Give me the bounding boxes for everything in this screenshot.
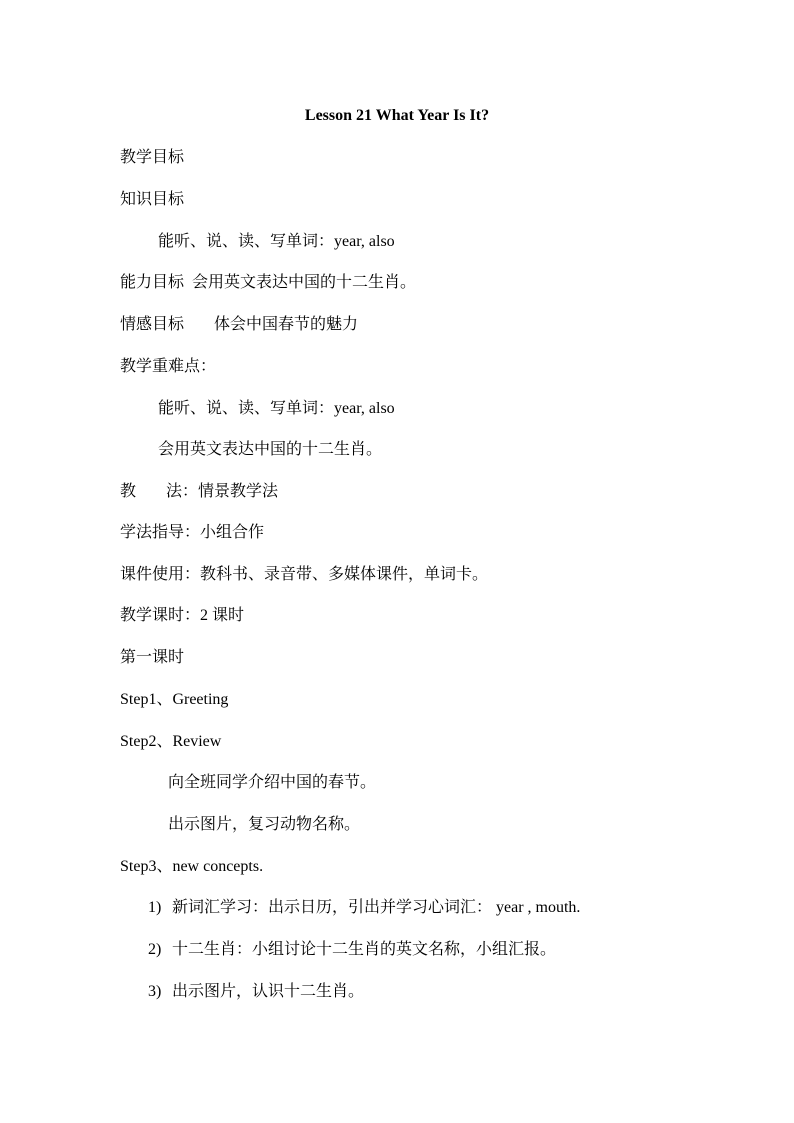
- objectives-heading: 教学目标: [120, 149, 185, 166]
- teaching-method: [120, 482, 278, 502]
- step2-item-1: 向全班同学介绍中国的春节。: [168, 774, 377, 791]
- ability-label: 能力目标: [120, 274, 185, 291]
- first-period-heading: 第一课时: [120, 649, 185, 666]
- step3-item-1-number: 1): [148, 899, 162, 916]
- step3-item-2: [148, 940, 556, 960]
- step3-heading: Step3、new concepts.: [120, 858, 264, 875]
- knowledge-text: 能听、说、读、写单词：year, also: [158, 233, 395, 250]
- step3-item-3: [148, 982, 364, 1002]
- key-points-heading: 教学重难点：: [120, 358, 217, 375]
- ability-objective: [120, 273, 416, 293]
- step3-item-2-number: 2): [148, 941, 162, 958]
- step3-item-3-number: 3): [148, 983, 162, 1000]
- step3-item-3-text: 出示图片，认识十二生肖。: [172, 983, 365, 1000]
- class-hours: 教学课时：2 课时: [120, 607, 245, 624]
- method-label-b: 法：情景教学法: [166, 483, 279, 500]
- lesson-title: Lesson 21 What Year Is It?: [304, 107, 490, 124]
- key-point-2: 会用英文表达中国的十二生肖。: [158, 441, 383, 458]
- key-point-1: 能听、说、读、写单词：year, also: [158, 400, 395, 417]
- study-guide: 学法指导：小组合作: [120, 524, 265, 541]
- step3-item-1-text: 新词汇学习：出示日历，引出并学习心词汇： year , mouth.: [172, 899, 581, 916]
- materials: 课件使用：教科书、录音带、多媒体课件，单词卡。: [120, 566, 489, 583]
- step3-item-1: [148, 898, 580, 918]
- knowledge-label: 知识目标: [120, 191, 185, 208]
- step2-heading: Step2、Review: [120, 733, 222, 750]
- emotion-objective: [120, 315, 358, 335]
- step2-item-2: 出示图片，复习动物名称。: [168, 816, 361, 833]
- emotion-text: 体会中国春节的魅力: [214, 316, 359, 333]
- step1-heading: Step1、Greeting: [120, 691, 229, 708]
- emotion-label: 情感目标: [120, 316, 185, 333]
- ability-text: 会用英文表达中国的十二生肖。: [192, 274, 417, 291]
- method-label-a: 教: [120, 483, 137, 500]
- step3-item-2-text: 十二生肖：小组讨论十二生肖的英文名称，小组汇报。: [172, 941, 557, 958]
